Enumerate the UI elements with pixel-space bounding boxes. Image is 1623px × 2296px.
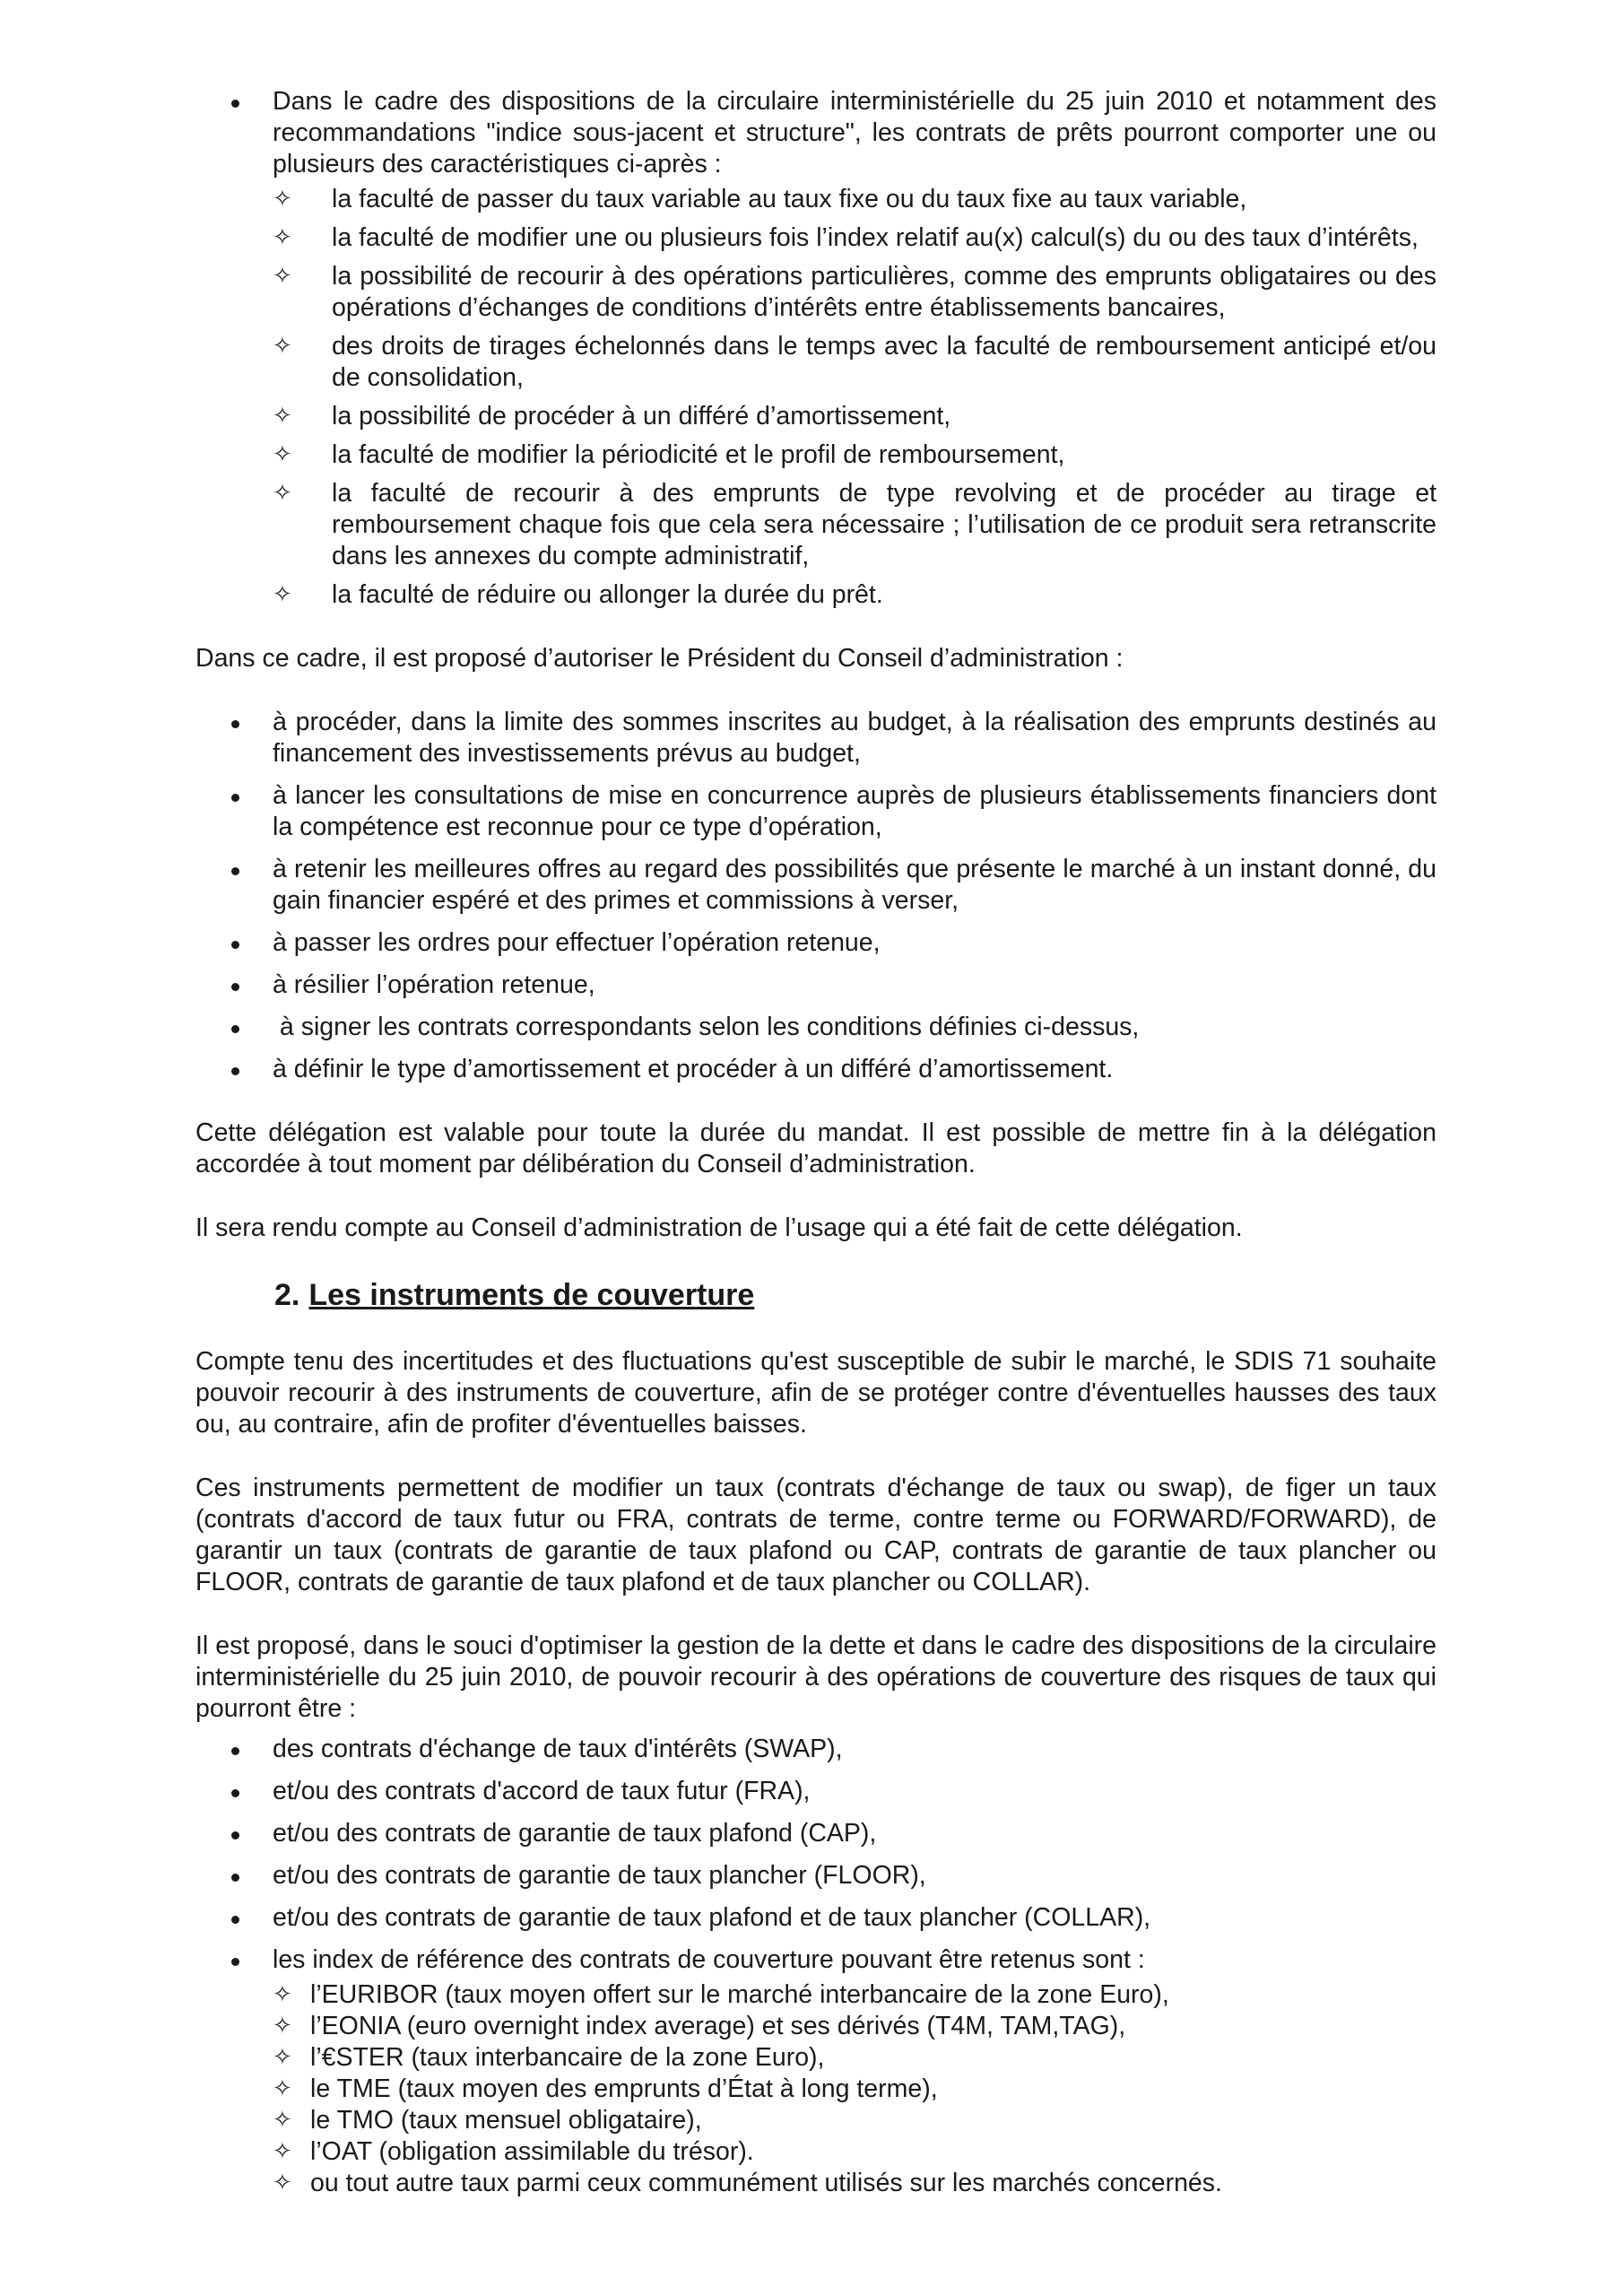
sub-list-item (273, 2136, 1436, 2168)
bullet-dot-icon (231, 1916, 239, 1924)
list-item-text: des contrats d'échange de taux d'intérêts (SWAP), (273, 1735, 843, 1763)
list-item-text: à retenir les meilleures offres au regard des possibilités que présente le marché à un instant donné, du gain financier espéré et des primes et commissions à verser, (273, 855, 1436, 915)
list-item-text: Dans le cadre des dispositions de la circulaire interministérielle du 25 juin 2010 et notamment des recommandations "indice sous-jacent et structure", les contrats de prêts pourront comporter une ou plusieurs des caractéristiques ci-après : (273, 87, 1436, 178)
four-point-star-icon: ✧ (273, 581, 292, 608)
sub-list-item-text: l’EONIA (euro overnight index average) et ses dérivés (T4M, TAM,TAG), (310, 2012, 1126, 2040)
president-authorizations-list (195, 707, 1436, 1085)
bullet-dot-icon (231, 1067, 239, 1075)
list-item (195, 86, 1436, 611)
four-point-star-icon: ✧ (273, 2107, 292, 2134)
list-item (195, 1776, 1436, 1807)
document-body (195, 86, 1436, 2231)
sub-list-item (273, 2011, 1436, 2042)
sub-list-item (273, 401, 1436, 432)
list-item-text: à lancer les consultations de mise en concurrence auprès de plusieurs établissements financiers dont la compétence est reconnue pour ce type d’opération, (273, 781, 1436, 841)
sub-list-item-text: la faculté de passer du taux variable au taux fixe ou du taux fixe au taux variable, (332, 185, 1247, 213)
list-item (195, 1012, 1436, 1043)
sub-list-item-text: des droits de tirages échelonnés dans le temps avec la faculté de remboursement anticipé et/ou de consolidation, (332, 332, 1436, 392)
bullet-dot-icon (231, 1747, 239, 1755)
section-title: Les instruments de couverture (308, 1278, 755, 1312)
sub-list-item (273, 331, 1436, 394)
paragraph-cadre: Dans ce cadre, il est proposé d’autoriser le Président du Conseil d’administration : (195, 644, 1124, 673)
paragraph-delegation: Cette délégation est valable pour toute la durée du mandat. Il est possible de mettre fin à la délégation accordée à tout moment par délibération du Conseil d’administration. (195, 1118, 1436, 1178)
four-point-star-icon: ✧ (273, 2044, 292, 2071)
bullet-dot-icon (231, 100, 239, 108)
list-item (195, 707, 1436, 770)
list-item (195, 1054, 1436, 1085)
sub-list-item (273, 2168, 1436, 2199)
four-point-star-icon: ✧ (273, 2075, 292, 2102)
section-number: 2. (274, 1278, 300, 1312)
sub-list-item (273, 2042, 1436, 2074)
list-item (195, 927, 1436, 959)
sub-list-item-text: la possibilité de recourir à des opérations particulières, comme des emprunts obligataires ou des opérations d’échanges de conditions d’intérêts entre établissements bancaires, (332, 262, 1436, 322)
list-item-text: à signer les contrats correspondants selon les conditions définies ci-dessus, (273, 1013, 1140, 1041)
bullet-dot-icon (231, 1958, 239, 1966)
list-item-text: à procéder, dans la limite des sommes inscrites au budget, à la réalisation des emprunts destinés au financement des investissements prévus au budget, (273, 708, 1436, 768)
four-point-star-icon: ✧ (273, 186, 292, 213)
sub-list-item-text: la faculté de recourir à des emprunts de type revolving et de procéder au tirage et remboursement chaque fois que cela sera nécessaire ; l’utilisation de ce produit sera retranscrite dans les annexes du compte administratif, (332, 479, 1436, 570)
bullet-dot-icon (231, 1874, 239, 1882)
sub-list-item (273, 261, 1436, 324)
sub-list-item (273, 1979, 1436, 2011)
list-item (195, 970, 1436, 1001)
caracteristiques-list (195, 86, 1436, 611)
sub-list-item-text: la faculté de modifier la périodicité et le profil de remboursement, (332, 440, 1065, 469)
list-item (195, 1944, 1436, 2199)
list-item-text: les index de référence des contrats de couverture pouvant être retenus sont : (273, 1945, 1145, 1974)
sub-list-item-text: la faculté de modifier une ou plusieurs fois l’index relatif au(x) calcul(s) du ou des taux d’intérêts, (332, 223, 1419, 252)
list-item-text: et/ou des contrats d'accord de taux futur (FRA), (273, 1777, 811, 1805)
paragraph-propose: Il est proposé, dans le souci d'optimiser la gestion de la dette et dans le cadre des dispositions de la circulaire interministérielle du 25 juin 2010, de pouvoir recourir à des opérations de couverture des risques de taux qui pourront être : (195, 1631, 1436, 1723)
four-point-star-icon: ✧ (273, 403, 292, 430)
sub-list-item (273, 2105, 1436, 2136)
list-item (195, 780, 1436, 843)
list-item (195, 1734, 1436, 1765)
list-item (195, 1818, 1436, 1849)
paragraph-compte-rendu: Il sera rendu compte au Conseil d’administration de l’usage qui a été fait de cette délégation. (195, 1213, 1243, 1242)
list-item-text: et/ou des contrats de garantie de taux plafond et de taux plancher (COLLAR), (273, 1903, 1151, 1932)
sub-list-item-text: l’EURIBOR (taux moyen offert sur le marché interbancaire de la zone Euro), (310, 1980, 1169, 2009)
paragraph-incertitudes: Compte tenu des incertitudes et des fluctuations qu'est susceptible de subir le marché, le SDIS 71 souhaite pouvoir recourir à des instruments de couverture, afin de se protéger contre d'éventuelles hausses des taux ou, au contraire, afin de profiter d'éventuelles baisses. (195, 1347, 1436, 1439)
list-item-text: et/ou des contrats de garantie de taux plancher (FLOOR), (273, 1861, 926, 1890)
bullet-dot-icon (231, 1831, 239, 1839)
index-reference-sublist (273, 1979, 1436, 2199)
list-item-text: et/ou des contrats de garantie de taux plafond (CAP), (273, 1819, 877, 1848)
bullet-dot-icon (231, 1025, 239, 1033)
list-item-text: à définir le type d’amortissement et procéder à un différé d’amortissement. (273, 1055, 1114, 1083)
four-point-star-icon: ✧ (273, 1981, 292, 2008)
sub-list-item-text: ou tout autre taux parmi ceux communément utilisés sur les marchés concernés. (310, 2169, 1222, 2197)
sub-list-item-text: la possibilité de procéder à un différé d’amortissement, (332, 402, 951, 430)
four-point-star-icon: ✧ (273, 2013, 292, 2039)
four-point-star-icon: ✧ (273, 333, 292, 360)
section-heading (274, 1276, 1436, 1314)
four-point-star-icon: ✧ (273, 2138, 292, 2165)
sub-list-item (273, 184, 1436, 215)
four-point-star-icon: ✧ (273, 224, 292, 251)
sub-list-item-text: le TMO (taux mensuel obligataire), (310, 2106, 702, 2135)
bullet-dot-icon (231, 794, 239, 802)
bullet-dot-icon (231, 941, 239, 949)
bullet-dot-icon (231, 1789, 239, 1797)
list-item (195, 1860, 1436, 1892)
caracteristiques-sublist (273, 184, 1436, 611)
bullet-dot-icon (231, 983, 239, 991)
list-item (195, 1902, 1436, 1934)
paragraph-instruments: Ces instruments permettent de modifier un taux (contrats d'échange de taux ou swap), de figer un taux (contrats d'accord de taux futur ou FRA, contrats de terme, contre terme ou FORWARD/FORWARD), de garantir un taux (contrats de garantie de taux plafond ou CAP, contrats de garantie de taux plancher ou FLOOR, contrats de garantie de taux plafond et de taux plancher ou COLLAR). (195, 1474, 1436, 1596)
four-point-star-icon: ✧ (273, 441, 292, 468)
sub-list-item (273, 478, 1436, 572)
sub-list-item-text: l’OAT (obligation assimilable du trésor). (310, 2137, 754, 2166)
list-item-text: à passer les ordres pour effectuer l’opération retenue, (273, 928, 881, 957)
sub-list-item (273, 439, 1436, 471)
sub-list-item-text: la faculté de réduire ou allonger la durée du prêt. (332, 580, 883, 609)
sub-list-item (273, 222, 1436, 254)
four-point-star-icon: ✧ (273, 480, 292, 507)
sub-list-item-text: l’€STER (taux interbancaire de la zone Euro), (310, 2043, 825, 2072)
four-point-star-icon: ✧ (273, 263, 292, 290)
list-item (195, 854, 1436, 917)
bullet-dot-icon (231, 720, 239, 728)
sub-list-item (273, 579, 1436, 611)
four-point-star-icon: ✧ (273, 2170, 292, 2196)
list-item-text: à résilier l’opération retenue, (273, 970, 595, 999)
sub-list-item-text: le TME (taux moyen des emprunts d’État à long terme), (310, 2074, 938, 2103)
contrats-couverture-list (195, 1734, 1436, 2199)
bullet-dot-icon (231, 867, 239, 875)
sub-list-item (273, 2074, 1436, 2105)
